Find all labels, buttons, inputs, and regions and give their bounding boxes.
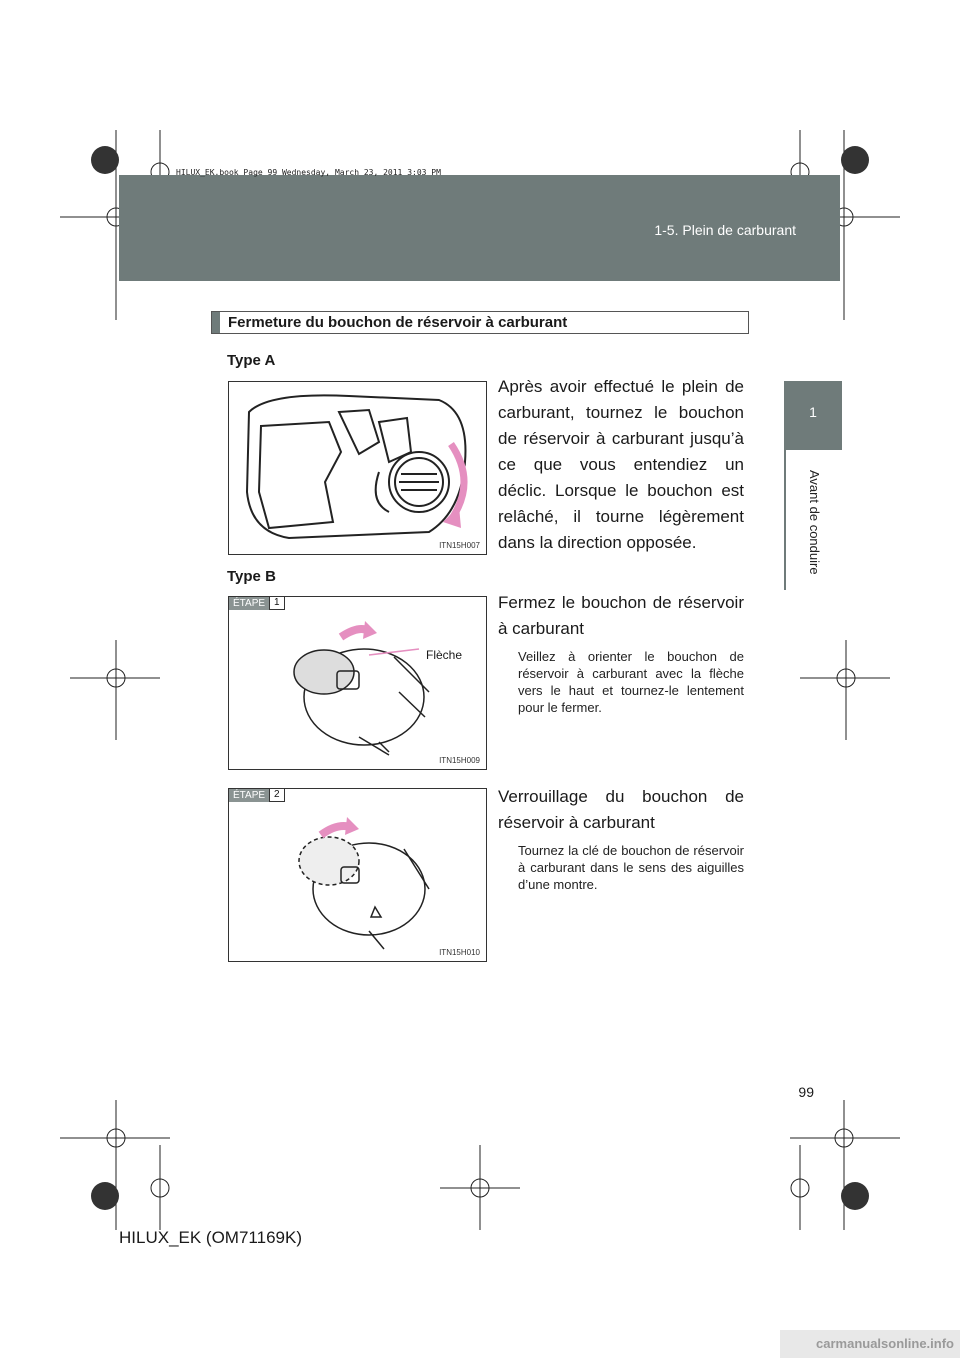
chapter-number: 1 <box>809 404 817 420</box>
arrow-callout: Flèche <box>426 648 463 662</box>
type-b-label: Type B <box>227 568 276 585</box>
step-1-tag <box>229 597 285 610</box>
chapter-rule <box>784 450 786 590</box>
cap-close-illustration <box>229 597 486 769</box>
heading-bar <box>212 312 220 333</box>
type-a-label: Type A <box>227 352 276 369</box>
print-stamp: HILUX_EK.book Page 99 Wednesday, March 23, 2011 3:03 PM <box>176 168 441 177</box>
figure-code: ITN15H007 <box>439 541 480 550</box>
figure-step-1 <box>228 596 487 770</box>
figure-code: ITN15H009 <box>439 756 480 765</box>
step-tag-number: 2 <box>269 789 285 802</box>
watermark-text: carmanualsonline.info <box>816 1336 954 1351</box>
step-2-title: Verrouillage du bouchon de réservoir à carburant <box>498 787 744 832</box>
step-tag-label: ÉTAPE <box>229 597 269 610</box>
type-a-text: Après avoir effectué le plein de carburant, tournez le bouchon de réservoir à carburant jusqu’à ce que vous entendiez un déclic. Lorsque le bouchon est relâché, il tourne légèrement dans la direction opposée. <box>498 377 744 552</box>
page-number: 99 <box>798 1084 814 1100</box>
step-1-description: Veillez à orienter le bouchon de réservoir à carburant avec la flèche vers le haut et tournez-le lentement pour le fermer. <box>518 649 744 715</box>
section-heading <box>211 311 749 334</box>
fuel-door-illustration <box>229 382 486 554</box>
watermark <box>780 1330 960 1358</box>
figure-step-2 <box>228 788 487 962</box>
heading-text: Fermeture du bouchon de réservoir à carburant <box>228 314 568 331</box>
step-tag-number: 1 <box>269 597 285 610</box>
figure-code: ITN15H010 <box>439 948 480 957</box>
section-title: 1-5. Plein de carburant <box>654 222 796 238</box>
model-code: HILUX_EK (OM71169K) <box>119 1228 302 1247</box>
cap-lock-illustration <box>229 789 486 961</box>
step-1-title: Fermez le bouchon de réservoir à carburant <box>498 593 744 638</box>
step-2-description: Tournez la clé de bouchon de réservoir à carburant dans le sens des aiguilles d’une montre. <box>518 843 744 892</box>
step-2-tag <box>229 789 285 802</box>
step-tag-label: ÉTAPE <box>229 789 269 802</box>
chapter-label: Avant de conduire <box>807 470 822 575</box>
figure-type-a <box>228 381 487 555</box>
